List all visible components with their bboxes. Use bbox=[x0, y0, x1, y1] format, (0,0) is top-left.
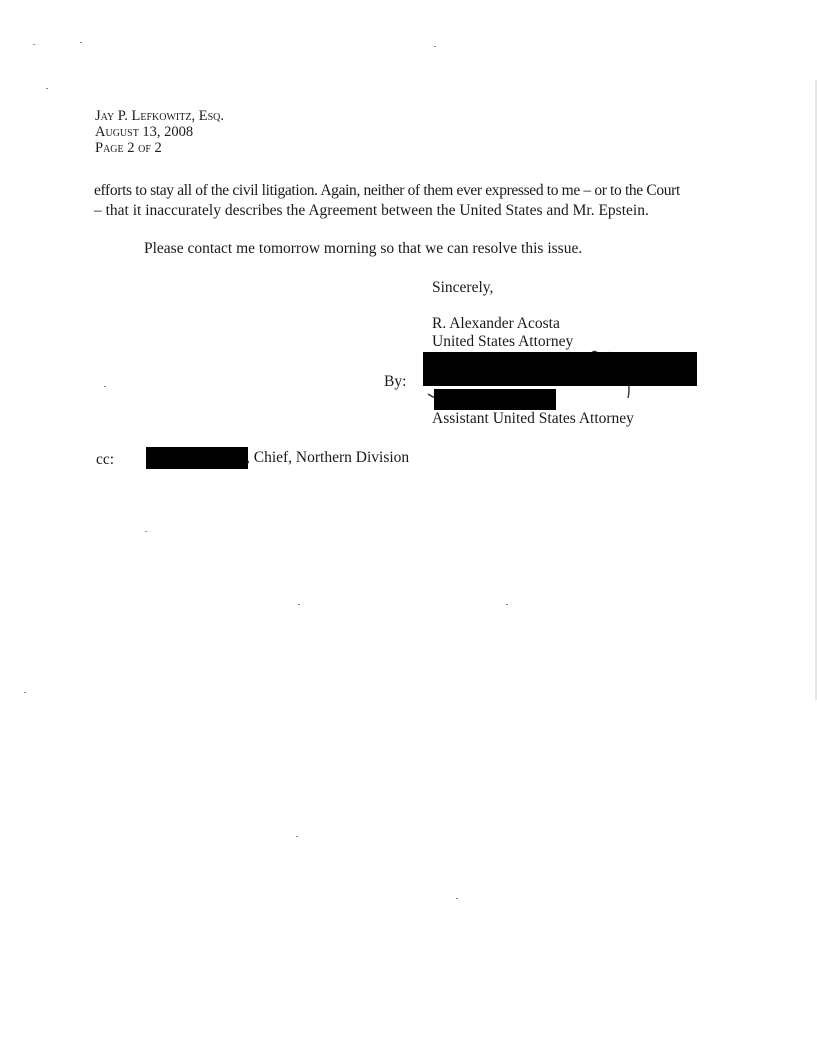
scan-speck bbox=[33, 44, 35, 45]
by-label: By: bbox=[384, 373, 407, 390]
scan-speck bbox=[24, 692, 26, 693]
cc-label: cc: bbox=[96, 451, 115, 468]
closing-salutation: Sincerely, bbox=[432, 279, 494, 296]
scan-speck bbox=[506, 604, 508, 605]
scan-speck bbox=[80, 42, 82, 43]
header-date: August 13, 2008 bbox=[95, 124, 194, 140]
scan-speck bbox=[296, 836, 298, 837]
header-recipient: Jay P. Lefkowitz, Esq. bbox=[95, 108, 224, 124]
redaction-cc-name bbox=[146, 447, 248, 469]
body-line-2: – that it inaccurately describes the Agreement between the United States and Mr. Epstein. bbox=[94, 202, 649, 219]
header-page-number: Page 2 of 2 bbox=[95, 140, 162, 156]
scan-speck bbox=[104, 386, 106, 387]
redaction-signature bbox=[423, 352, 697, 386]
scan-speck bbox=[46, 88, 48, 89]
cc-recipient-title: , Chief, Northern Division bbox=[246, 449, 410, 466]
body-line-3: Please contact me tomorrow morning so that we can resolve this issue. bbox=[144, 240, 583, 257]
signer-title: United States Attorney bbox=[432, 333, 574, 350]
scan-speck bbox=[298, 604, 300, 605]
scan-speck bbox=[434, 46, 436, 47]
body-line-1: efforts to stay all of the civil litigation. Again, neither of them ever expressed to me – or to the Court bbox=[94, 182, 680, 199]
signer-name: R. Alexander Acosta bbox=[432, 315, 560, 332]
assistant-title: Assistant United States Attorney bbox=[432, 410, 634, 427]
scan-speck bbox=[456, 898, 458, 899]
redaction-name bbox=[434, 389, 556, 410]
scan-speck bbox=[145, 531, 147, 532]
